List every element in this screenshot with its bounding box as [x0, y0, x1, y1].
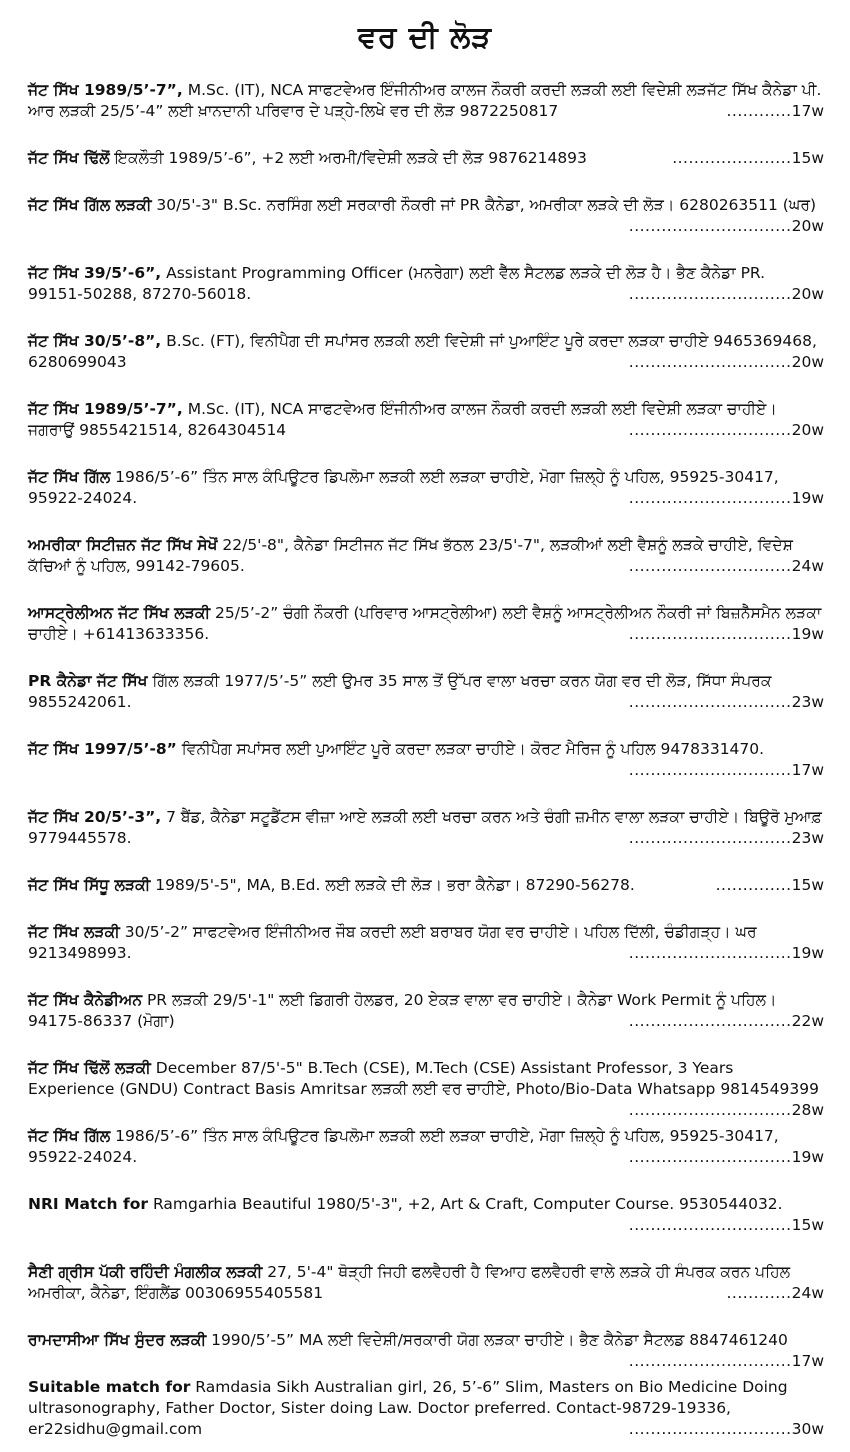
- ad-text: 22/5'-8", ਕੈਨੇਡਾ ਸਿਟੀਜਨ ਜੱਟ ਸਿੱਖ ਭੱਠਲ 23/5'-7", ਲੜਕੀਆਂ ਲਈ ਵੈਸ਼ਨੂੰ ਲੜਕੇ ਚਾਹੀਏ, ਵਿਦੇਸ਼ ਕੱਚਿਆਂ ਨੂੰ ਪਹਿਲ, 99142-79605.: [28, 536, 793, 575]
- ad-lead: ਅਮਰੀਕਾ ਸਿਟੀਜ਼ਨ ਜੱਟ ਸਿੱਖ ਸੇਖੋਂ: [28, 536, 218, 554]
- ad-price: 15w: [791, 876, 824, 894]
- ad-text: 1986/5’-6” ਤਿੰਨ ਸਾਲ ਕੰਪਿਊਟਰ ਡਿਪਲੋਮਾ ਲੜਕੀ ਲਈ ਲੜਕਾ ਚਾਹੀਏ, ਮੋਗਾ ਜ਼ਿਲ੍ਹੇ ਨੂੰ ਪਹਿਲ, 95925-30417, 95922-24024.: [28, 468, 779, 507]
- ad-text: Ramgarhia Beautiful 1980/5'-3", +2, Art & Craft, Computer Course. 9530544032.: [148, 1195, 783, 1213]
- ad-item: [28, 1330, 824, 1370]
- ad-lead: ਜੱਟ ਸਿੱਖ 30/5’-8”,: [28, 332, 162, 350]
- ad-item: [28, 875, 824, 896]
- ad-item: [28, 263, 824, 305]
- ad-lead: ਜੱਟ ਸਿੱਖ ਗਿੱਲ ਲੜਕੀ: [28, 196, 152, 214]
- ad-text: Ramdasia Sikh Australian girl, 26, 5’-6” Slim, Masters on Bio Medicine Doing ultrasonography, Father Doctor, Sister doing Law. Doctor preferred. Contact-98729-19336, er22sidhu@gmail.com: [28, 1378, 788, 1438]
- ad-lead: ਰਾਮਦਾਸੀਆ ਸਿੱਖ ਸੁੰਦਰ ਲੜਕੀ: [28, 1331, 207, 1349]
- ad-dots: ..............................: [628, 217, 792, 235]
- ad-dots: ..............................: [628, 1012, 792, 1030]
- ad-price: 23w: [791, 693, 824, 711]
- ad-lead: ਜੱਟ ਸਿੱਖ ਸਿੱਧੂ ਲੜਕੀ: [28, 876, 151, 894]
- ad-dots: ..............................: [628, 1352, 792, 1370]
- ad-dots: ............: [726, 102, 792, 120]
- ad-text: 25/5’-2” ਚੰਗੀ ਨੌਕਰੀ (ਪਰਿਵਾਰ ਆਸਟ੍ਰੇਲੀਆ) ਲਈ ਵੈਸ਼ਨੂੰ ਆਸਟ੍ਰੇਲੀਅਨ ਨੌਕਰੀ ਜਾਂ ਬਿਜ਼ਨੈੱਸਮੈਨ ਲੜਕਾ ਚਾਹੀਏ। +61413633356.: [28, 604, 822, 643]
- ad-dots: ..............................: [628, 693, 792, 711]
- ad-dots: ..............................: [628, 285, 792, 303]
- ad-price: 20w: [791, 353, 824, 371]
- ad-item: [28, 399, 824, 441]
- ad-lead: PR ਕੈਨੇਡਾ ਜੱਟ ਸਿੱਖ: [28, 672, 148, 690]
- ad-dots: ..............................: [628, 944, 792, 962]
- ad-price: 24w: [791, 557, 824, 575]
- ad-price: 15w: [791, 149, 824, 167]
- ad-text: 7 ਬੈਂਡ, ਕੈਨੇਡਾ ਸਟੂਡੈਂਟਸ ਵੀਜ਼ਾ ਆਏ ਲੜਕੀ ਲਈ ਖਰਚਾ ਕਰਨ ਅਤੇ ਚੰਗੀ ਜ਼ਮੀਨ ਵਾਲਾ ਲੜਕਾ ਚਾਹੀਏ। ਬਿਊਰੋ ਮੁਆਫ਼ 9779445578.: [28, 808, 822, 847]
- ad-text: December 87/5'-5" B.Tech (CSE), M.Tech (CSE) Assistant Professor, 3 Years Experience (GNDU) Contract Basis Amritsar ਲੜਕੀ ਲਈ ਵਰ ਚਾਹੀਏ, Photo/Bio-Data Whatsapp 9814549399: [28, 1059, 819, 1098]
- ad-price: 24w: [791, 1284, 824, 1302]
- ad-lead: ਜੱਟ ਸਿੱਖ ਢਿੱਲੋਂ ਲੜਕੀ: [28, 1059, 151, 1077]
- ad-lead: Suitable match for: [28, 1378, 191, 1396]
- ad-item: [28, 1377, 824, 1440]
- ad-item: [28, 1262, 824, 1304]
- page-title: ਵਰ ਦੀ ਲੋੜ: [357, 20, 493, 55]
- ad-dots: ..............................: [628, 1420, 792, 1438]
- ad-price: 23w: [791, 829, 824, 847]
- ad-lead: ਜੱਟ ਸਿੱਖ 39/5’-6”,: [28, 264, 162, 282]
- ad-lead: ਜੱਟ ਸਿੱਖ ਲੜਕੀ: [28, 923, 120, 941]
- ad-text: M.Sc. (IT), NCA ਸਾਫਟਵੇਅਰ ਇੰਜੀਨੀਅਰ ਕਾਲਜ ਨੌਕਰੀ ਕਰਦੀ ਲੜਕੀ ਲਈ ਵਿਦੇਸ਼ੀ ਲੜਜੱਟ ਸਿੱਖ ਕੈਨੇਡਾ ਪੀ. ਆਰ ਲੜਕੀ 25/5’-4” ਲਈ ਖ਼ਾਨਦਾਨੀ ਪਰਿਵਾਰ ਦੇ ਪੜ੍ਹੇ-ਲਿਖੇ ਵਰ ਦੀ ਲੋੜ 9872250817: [28, 81, 822, 120]
- ad-item: [28, 80, 824, 122]
- ad-price: 20w: [791, 217, 824, 235]
- ad-item: [28, 739, 824, 781]
- ad-price: 19w: [791, 1148, 824, 1166]
- ad-lead: NRI Match for: [28, 1195, 149, 1213]
- ad-lead: ਜੱਟ ਸਿੱਖ 1989/5’-7”,: [28, 400, 183, 418]
- ad-item: [28, 1194, 824, 1236]
- ad-price: 19w: [791, 944, 824, 962]
- ad-item: [28, 1126, 824, 1168]
- ad-item: [28, 535, 824, 577]
- ad-lead: ਜੱਟ ਸਿੱਖ ਗਿੱਲ: [28, 468, 111, 486]
- ad-dots: ..............................: [628, 829, 792, 847]
- ad-lead: ਜੱਟ ਸਿੱਖ 1989/5’-7”,: [28, 81, 183, 99]
- ad-price: 19w: [791, 489, 824, 507]
- ad-text: ਗਿੱਲ ਲੜਕੀ 1977/5’-5” ਲਈ ਉਮਰ 35 ਸਾਲ ਤੋਂ ਉੱਪਰ ਵਾਲਾ ਖਰਚਾ ਕਰਨ ਯੋਗ ਵਰ ਦੀ ਲੋੜ, ਸਿੱਧਾ ਸੰਪਰਕ 9855242061.: [28, 672, 772, 711]
- ad-price: 19w: [791, 625, 824, 643]
- ad-text: 30/5’-2” ਸਾਫਟਵੇਅਰ ਇੰਜੀਨੀਅਰ ਜੌਬ ਕਰਦੀ ਲਈ ਬਰਾਬਰ ਯੋਗ ਵਰ ਚਾਹੀਏ। ਪਹਿਲ ਦਿੱਲੀ, ਚੰਡੀਗੜ੍ਹ। ਘਰ 9213498993.: [28, 923, 757, 962]
- ad-text: 30/5'-3" B.Sc. ਨਰਸਿੰਗ ਲਈ ਸਰਕਾਰੀ ਨੌਕਰੀ ਜਾਂ PR ਕੈਨੇਡਾ, ਅਮਰੀਕਾ ਲੜਕੇ ਦੀ ਲੋੜ। 6280263511 (ਘਰ): [151, 196, 817, 214]
- ad-lead: ਜੱਟ ਸਿੱਖ ਢਿੱਲੋਂ: [28, 149, 110, 167]
- ad-item: [28, 148, 824, 169]
- ad-text: 1989/5'-5", MA, B.Ed. ਲਈ ਲੜਕੇ ਦੀ ਲੋੜ। ਭਰਾ ਕੈਨੇਡਾ। 87290-56278.: [150, 876, 635, 894]
- ad-price: 15w: [791, 1216, 824, 1234]
- ad-dots: ..............................: [628, 1101, 792, 1119]
- ad-price: 20w: [791, 421, 824, 439]
- ad-item: [28, 990, 824, 1032]
- ad-item: [28, 331, 824, 373]
- ad-lead: ਆਸਟ੍ਰੇਲੀਅਨ ਜੱਟ ਸਿੱਖ ਲੜਕੀ: [28, 604, 211, 622]
- ad-item: [28, 922, 824, 964]
- ad-dots: ..............: [715, 876, 792, 894]
- ad-dots: ..............................: [628, 557, 792, 575]
- ad-dots: ......................: [672, 149, 792, 167]
- ad-price: 30w: [791, 1420, 824, 1438]
- ad-price: 22w: [791, 1012, 824, 1030]
- ad-dots: ..............................: [628, 761, 792, 779]
- ad-item: [28, 603, 824, 645]
- ad-price: 20w: [791, 285, 824, 303]
- ad-price: 17w: [791, 761, 824, 779]
- ad-dots: ..............................: [628, 1148, 792, 1166]
- ad-text: ਇਕਲੌਤੀ 1989/5’-6”, +2 ਲਈ ਅਰਮੀ/ਵਿਦੇਸ਼ੀ ਲੜਕੇ ਦੀ ਲੋੜ 9876214893: [109, 149, 587, 167]
- ad-lead: ਜੱਟ ਸਿੱਖ 1997/5’-8”: [28, 740, 177, 758]
- ad-item: [28, 467, 824, 509]
- ad-dots: ............: [726, 1284, 792, 1302]
- ad-item: [28, 807, 824, 849]
- ad-text: ਵਿਨੀਪੈਗ ਸਪਾਂਸਰ ਲਈ ਪੁਆਇੰਟ ਪੂਰੇ ਕਰਦਾ ਲੜਕਾ ਚਾਹੀਏ। ਕੋਰਟ ਮੈਰਿਜ ਨੂੰ ਪਹਿਲ 9478331470.: [176, 740, 765, 758]
- ad-lead: ਜੱਟ ਸਿੱਖ 20/5’-3”,: [28, 808, 162, 826]
- ad-price: 28w: [791, 1101, 824, 1119]
- ad-text: Assistant Programming Officer (ਮਨਰੇਗਾ) ਲਈ ਵੈੱਲ ਸੈਟਲਡ ਲੜਕੇ ਦੀ ਲੋੜ ਹੈ। ਭੈਣ ਕੈਨੇਡਾ PR. 99151-50288, 87270-56018.: [28, 264, 766, 303]
- ad-dots: ..............................: [628, 489, 792, 507]
- ad-text: 1986/5’-6” ਤਿੰਨ ਸਾਲ ਕੰਪਿਊਟਰ ਡਿਪਲੋਮਾ ਲੜਕੀ ਲਈ ਲੜਕਾ ਚਾਹੀਏ, ਮੋਗਾ ਜ਼ਿਲ੍ਹੇ ਨੂੰ ਪਹਿਲ, 95925-30417, 95922-24024.: [28, 1127, 779, 1166]
- ad-list: [28, 80, 824, 1440]
- ad-lead: ਜੱਟ ਸਿੱਖ ਗਿੱਲ: [28, 1127, 111, 1145]
- ad-text: 1990/5’-5” MA ਲਈ ਵਿਦੇਸ਼ੀ/ਸਰਕਾਰੀ ਯੋਗ ਲੜਕਾ ਚਾਹੀਏ। ਭੈਣ ਕੈਨੇਡਾ ਸੈਟਲਡ 8847461240: [206, 1331, 788, 1349]
- ad-price: 17w: [791, 102, 824, 120]
- ad-item: [28, 195, 824, 237]
- ad-lead: ਸੈਣੀ ਗ੍ਰੀਸ ਪੱਕੀ ਰਹਿੰਦੀ ਮੰਗਲੀਕ ਲੜਕੀ: [28, 1263, 263, 1281]
- ad-dots: ..............................: [628, 1216, 792, 1234]
- ad-item: [28, 1058, 824, 1119]
- ad-lead: ਜੱਟ ਸਿੱਖ ਕੈਨੇਡੀਅਨ: [28, 991, 143, 1009]
- ad-text: M.Sc. (IT), NCA ਸਾਫਟਵੇਅਰ ਇੰਜੀਨੀਅਰ ਕਾਲਜ ਨੌਕਰੀ ਕਰਦੀ ਲੜਕੀ ਲਈ ਵਿਦੇਸ਼ੀ ਲੜਕਾ ਚਾਹੀਏ। ਜਗਰਾਉਂ 9855421514, 8264304514: [28, 400, 777, 439]
- ad-dots: ..............................: [628, 625, 792, 643]
- ad-text: B.Sc. (FT), ਵਿਨੀਪੈਗ ਦੀ ਸਪਾਂਸਰ ਲੜਕੀ ਲਈ ਵਿਦੇਸ਼ੀ ਜਾਂ ਪੁਆਇੰਟ ਪੂਰੇ ਕਰਦਾ ਲੜਕਾ ਚਾਹੀਏ 9465369468, 6280699043: [28, 332, 817, 371]
- ad-dots: ..............................: [628, 421, 792, 439]
- ad-dots: ..............................: [628, 353, 792, 371]
- ad-text: 27, 5'-4" ਥੋੜ੍ਹੀ ਜਿਹੀ ਫਲਵੈਹਰੀ ਹੈ ਵਿਆਹ ਫਲਵੈਹਰੀ ਵਾਲੇ ਲੜਕੇ ਹੀ ਸੰਪਰਕ ਕਰਨ ਪਹਿਲ ਅਮਰੀਕਾ, ਕੈਨੇਡਾ, ਇੰਗਲੈਂਡ 00306955405581: [28, 1263, 791, 1302]
- ad-price: 17w: [791, 1352, 824, 1370]
- ad-text: PR ਲੜਕੀ 29/5'-1" ਲਈ ਡਿਗਰੀ ਹੋਲਡਰ, 20 ਏਕੜ ਵਾਲਾ ਵਰ ਚਾਹੀਏ। ਕੈਨੇਡਾ Work Permit ਨੂੰ ਪਹਿਲ। 94175-86337 (ਮੋਗਾ): [28, 991, 777, 1030]
- ad-item: [28, 671, 824, 713]
